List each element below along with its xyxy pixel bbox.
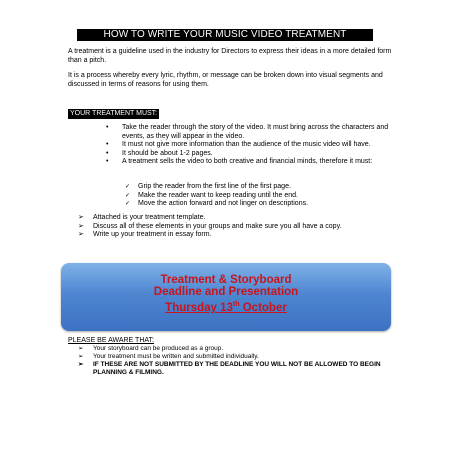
list-item-text: Discuss all of these elements in your groups and make sure you all have a copy. bbox=[93, 222, 342, 230]
document-title: HOW TO WRITE YOUR MUSIC VIDEO TREATMENT bbox=[77, 29, 373, 41]
aware-title: PLEASE BE AWARE THAT: bbox=[68, 337, 154, 344]
actions-list bbox=[78, 214, 398, 240]
banner-date-month: October bbox=[239, 301, 287, 314]
list-item bbox=[106, 158, 406, 167]
arrow-icon: ➢ bbox=[78, 353, 84, 360]
subpoints-list bbox=[125, 183, 375, 209]
intro-paragraph-1: A treatment is a guideline used in the industry for Directors to express their ideas in a more detailed form than a pitch. bbox=[68, 48, 392, 64]
bullet-icon: • bbox=[106, 124, 109, 131]
list-item bbox=[106, 124, 406, 141]
checkmark-icon: ✓ bbox=[125, 201, 131, 207]
checkmark-icon: ✓ bbox=[125, 192, 131, 199]
list-item-text: Move the action forward and not linger on descriptions. bbox=[138, 200, 309, 207]
aware-list bbox=[78, 345, 398, 377]
arrow-icon: ➢ bbox=[78, 231, 84, 238]
list-item bbox=[125, 183, 375, 192]
list-item bbox=[78, 214, 398, 223]
bullet-icon: • bbox=[106, 149, 109, 157]
section-title: YOUR TREATMENT MUST: bbox=[70, 110, 158, 117]
list-item-text: Take the reader through the story of the video. It must bring across the characters and events, as they will appear in the video. bbox=[122, 124, 389, 140]
warning-text: IF THESE ARE NOT SUBMITTED BY THE DEADLINE YOU WILL NOT BE ALLOWED TO BEGIN PLANNING & FILMING. bbox=[93, 361, 381, 376]
bullet-icon: • bbox=[106, 158, 109, 165]
list-item-text: A treatment sells the video to both creative and financial minds, therefore it must: bbox=[122, 158, 373, 165]
list-item-text: Attached is your treatment template. bbox=[93, 214, 206, 221]
banner-date bbox=[61, 299, 391, 314]
list-item-text: Grip the reader from the first line of the first page. bbox=[138, 183, 291, 190]
bullet-icon: • bbox=[106, 141, 109, 148]
list-item-text: Write up your treatment in essay form. bbox=[93, 231, 212, 238]
banner-date-day: Thursday 13 bbox=[165, 301, 233, 314]
banner-line-1: Treatment & Storyboard bbox=[160, 274, 292, 286]
banner-date-suffix: th bbox=[232, 301, 240, 308]
requirements-list bbox=[106, 124, 406, 167]
arrow-icon: ➢ bbox=[78, 214, 84, 221]
banner-line-2: Deadline and Presentation bbox=[153, 286, 299, 298]
list-item bbox=[78, 231, 398, 240]
arrow-icon: ➢ bbox=[78, 345, 84, 352]
list-item-text: It should be about 1-2 pages. bbox=[122, 149, 213, 157]
arrow-icon: ➢ bbox=[78, 361, 84, 368]
list-item bbox=[125, 192, 375, 201]
arrow-icon: ➢ bbox=[78, 222, 84, 230]
list-item-text: Make the reader want to keep reading until the end. bbox=[138, 191, 298, 199]
list-item bbox=[78, 353, 398, 361]
list-item bbox=[78, 361, 398, 377]
deadline-banner bbox=[61, 263, 391, 331]
intro-paragraph-2: It is a process whereby every lyric, rhythm, or message can be broken down into visual segments and discussed in terms of reasons for using them. bbox=[68, 72, 383, 88]
list-item bbox=[106, 141, 406, 150]
list-item-text: Your treatment must be written and submitted individually. bbox=[93, 353, 259, 360]
list-item-text: It must not give more information than the audience of the music video will have. bbox=[122, 141, 371, 148]
list-item bbox=[106, 150, 406, 159]
list-item bbox=[125, 200, 375, 209]
list-item bbox=[78, 345, 398, 353]
list-item bbox=[78, 223, 398, 232]
list-item-text: Your storyboard can be produced as a group. bbox=[93, 345, 224, 352]
checkmark-icon: ✓ bbox=[125, 184, 131, 190]
